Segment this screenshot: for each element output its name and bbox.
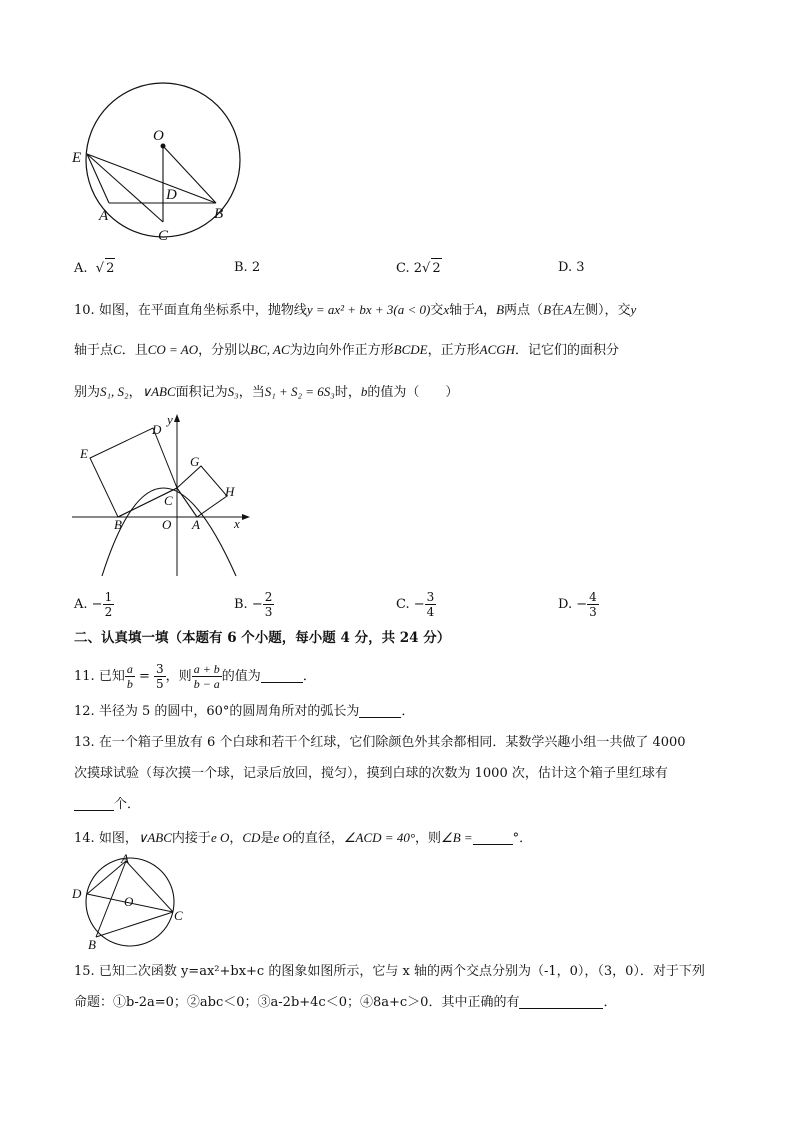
label-o: O <box>162 517 172 532</box>
q10-option-a: A. − $\frac{1}{2}$ <box>74 590 113 619</box>
label-g: G <box>190 454 200 469</box>
label-e: E <box>80 446 88 461</box>
q10-option-b: B. − $\frac{2}{3}$ <box>234 590 273 619</box>
label-d: D <box>166 187 177 203</box>
q10-option-d: D. − $\frac{4}{3}$ <box>558 590 597 619</box>
q12: 12. 半径为 5 的圆中，60°的圆周角所对的弧长为 ． <box>74 704 415 719</box>
label-b: B <box>88 937 96 952</box>
label-c: C <box>158 228 169 244</box>
label-c: C <box>174 908 183 923</box>
square-acgh <box>177 466 227 517</box>
label-e: E <box>72 150 82 166</box>
center-dot <box>161 144 166 149</box>
label-x: x <box>234 516 240 531</box>
q9-option-a: A. √ 2 <box>74 258 115 279</box>
label-a: A <box>121 852 129 866</box>
q9-option-b: B. 2 <box>234 260 261 275</box>
q15-line2: 命题：①b-2a=0；②abc＜0；③a-2b+4c＜0；④8a+c＞0．其中正确的有 ． <box>74 995 617 1010</box>
q9-circle-figure <box>66 62 256 252</box>
q9-option-d: D. 3 <box>558 260 585 275</box>
q15-answer-blank[interactable] <box>519 994 603 1009</box>
q11-answer-blank[interactable] <box>261 668 303 683</box>
label-y: y <box>167 412 173 427</box>
q10-parabola-figure <box>66 410 256 582</box>
q13-line3: 个． <box>74 795 140 815</box>
q9-option-c: C. 2√ 2 <box>396 258 442 279</box>
q14-answer-blank[interactable] <box>473 830 513 845</box>
label-a: A <box>99 208 109 224</box>
label-b: B <box>214 206 224 222</box>
label-b: B <box>114 517 122 532</box>
section-title: 二、认真填一填（本题有 6 个小题，每小题 4 分，共 24 分） <box>74 630 451 646</box>
q15-line1: 15. 已知二次函数 y=ax²+bx+c 的图象如图所示，它与 x 轴的两个交点分别为（-1，0），（3，0）．对于下列 <box>74 964 705 979</box>
label-a: A <box>192 517 200 532</box>
label-d: D <box>72 886 82 901</box>
label-c: C <box>164 493 173 508</box>
q14-circle-figure <box>68 852 188 952</box>
q13-answer-blank[interactable] <box>74 796 114 811</box>
q14: 14. 如图，∨ABC内接于e O，CD是e O的直径，∠ACD = 40°，则∠B = °． <box>74 830 533 846</box>
segment-eb <box>87 154 216 203</box>
label-d: D <box>152 422 162 437</box>
segment-ab <box>96 861 126 937</box>
y-axis-arrow <box>174 414 180 422</box>
q11: 11. 已知 $\frac{a}{b}$ = $\frac{3}{5}$ ，则 $\frac{a + b}{b - a}$ 的值为 ． <box>74 662 316 691</box>
q10-option-c: C. − $\frac{3}{4}$ <box>396 590 435 619</box>
q12-answer-blank[interactable] <box>359 703 401 718</box>
q10-line2: 轴于点C．且CO = AO，分别以BC, AC为边向外作正方形BCDE，正方形ACGH．记它们的面积分 <box>74 342 620 358</box>
label-o: O <box>124 894 134 909</box>
q13-line2: 次摸球试验（每次摸一个球，记录后放回，搅匀），摸到白球的次数为 1000 次，估计这个箱子里红球有 <box>74 766 668 781</box>
label-o: O <box>153 128 164 144</box>
q10-line1: 10. 如图，在平面直角坐标系中，抛物线y = ax² + bx + 3(a < 0)交x轴于A，B两点（B在A左侧），交y <box>74 302 637 318</box>
q10-line3: 别为S₁, S₂，∨ABC面积记为S₃，当S₁ + S₂ = 6S₃时，b的值为（ ） <box>74 384 459 400</box>
x-axis-arrow <box>242 514 250 520</box>
label-h: H <box>225 484 235 499</box>
q13-line1: 13. 在一个箱子里放有 6 个白球和若干个红球，它们除颜色外其余都相同．某数学兴趣小组一共做了 4000 <box>74 735 686 750</box>
